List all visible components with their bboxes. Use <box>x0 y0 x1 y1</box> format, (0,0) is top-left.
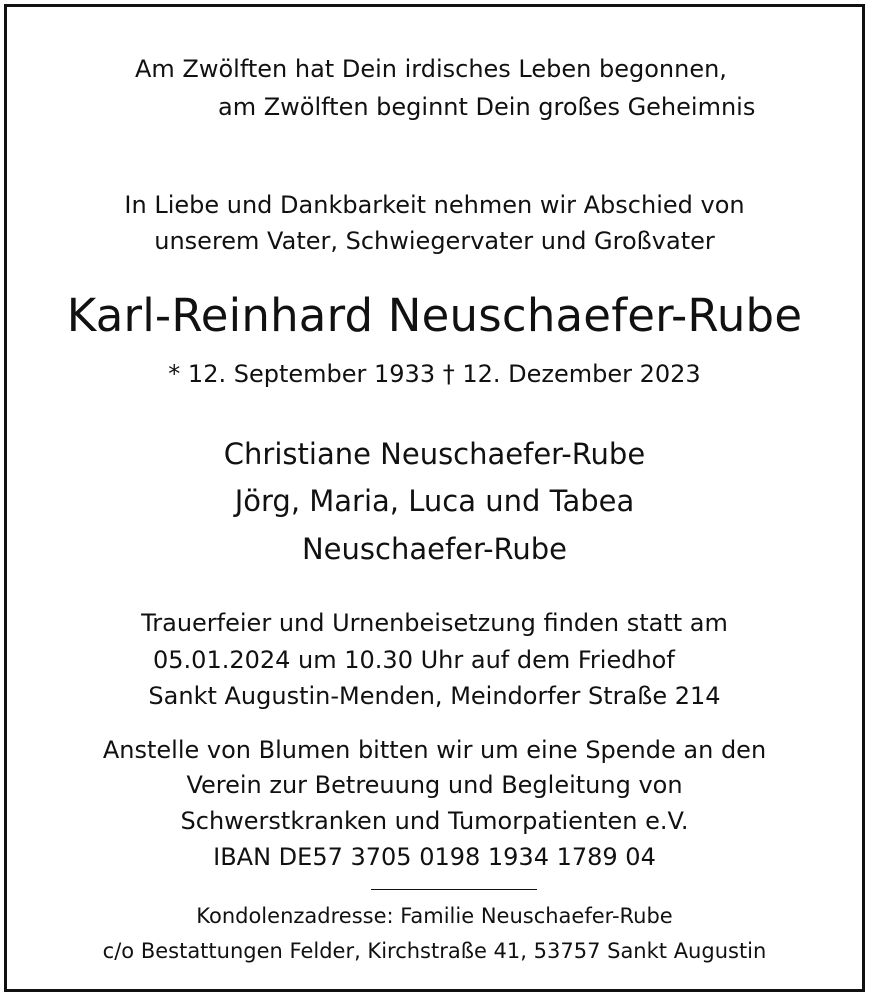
motto-line-1: Am Zwölften hat Dein irdisches Leben begonnen, <box>135 55 727 83</box>
service-line-3: Sankt Augustin-Menden, Meindorfer Straße 214 <box>148 682 721 710</box>
birth-death-dates: * 12. September 1933 † 12. Dezember 2023 <box>168 360 701 388</box>
donation-line-2: Verein zur Betreuung und Begleitung von <box>186 771 683 799</box>
intro-line-2: unserem Vater, Schwiegervater und Großvater <box>154 227 715 255</box>
family-line-2: Jörg, Maria, Luca und Tabea <box>234 484 635 518</box>
service-line-2: 05.01.2024 um 10.30 Uhr auf dem Friedhof <box>153 646 675 674</box>
intro-line-1: In Liebe und Dankbarkeit nehmen wir Abschied von <box>124 191 745 219</box>
donation-line-1: Anstelle von Blumen bitten wir um eine Spende an den <box>102 736 767 764</box>
condolence-address-line-1: Kondolenzadresse: Familie Neuschaefer-Rube <box>196 904 673 928</box>
family-line-3: Neuschaefer-Rube <box>301 532 568 566</box>
service-line-1: Trauerfeier und Urnenbeisetzung finden statt am <box>141 609 728 637</box>
deceased-name: Karl-Reinhard Neuschaefer-Rube <box>66 289 803 342</box>
donation-line-3: Schwerstkranken und Tumorpatienten e.V. <box>180 807 689 835</box>
section-divider <box>371 889 537 890</box>
donation-iban: IBAN DE57 3705 0198 1934 1789 04 <box>213 843 656 871</box>
condolence-address-line-2: c/o Bestattungen Felder, Kirchstraße 41, 53757 Sankt Augustin <box>102 939 767 963</box>
obituary-notice <box>4 4 865 992</box>
family-line-1: Christiane Neuschaefer-Rube <box>223 437 646 471</box>
motto-line-2: am Zwölften beginnt Dein großes Geheimnis <box>218 93 756 121</box>
